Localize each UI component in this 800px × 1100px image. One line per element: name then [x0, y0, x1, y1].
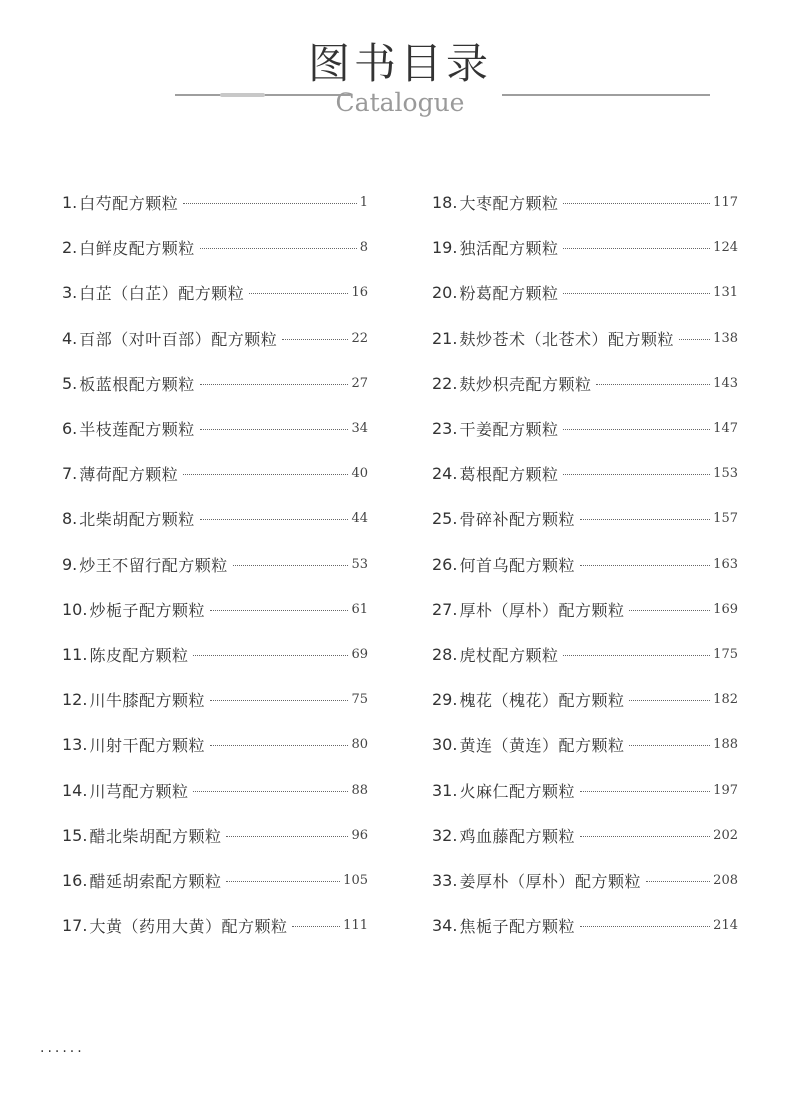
dot-leader: [193, 791, 348, 792]
toc-entry-page-number: 157: [713, 511, 738, 527]
toc-entry-page-number: 169: [713, 601, 738, 617]
toc-entry-page-number: 182: [713, 692, 738, 708]
page-title: 图书目录: [307, 39, 492, 88]
toc-entry[interactable]: [432, 858, 738, 903]
dot-leader: [580, 791, 710, 792]
toc-entry-number: 12.: [62, 690, 88, 710]
toc-entry-title: 麸炒枳壳配方颗粒: [459, 374, 592, 394]
toc-column-left: [62, 180, 368, 948]
toc-entry[interactable]: [62, 587, 368, 632]
toc-entry[interactable]: [62, 316, 368, 361]
toc-entry-page-number: 40: [351, 466, 368, 482]
toc-entry-page-number: 131: [713, 285, 738, 301]
toc-entry-number: 9.: [62, 554, 78, 574]
toc-entry-page-number: 69: [351, 646, 368, 662]
dot-leader: [233, 565, 349, 566]
toc-entry-title: 川牛膝配方颗粒: [89, 691, 205, 711]
toc-entry[interactable]: [62, 406, 368, 451]
toc-entry-page-number: 96: [351, 827, 368, 843]
dot-leader: [210, 610, 348, 611]
toc-entry-title: 独活配方颗粒: [459, 239, 559, 259]
toc-entry-number: 8.: [62, 509, 78, 529]
toc-entry-page-number: 163: [713, 556, 738, 572]
toc-entry-title: 醋北柴胡配方颗粒: [89, 826, 222, 846]
toc-entry[interactable]: [62, 451, 368, 496]
dot-leader: [629, 700, 710, 701]
toc-entry-page-number: 27: [351, 375, 368, 391]
toc-entry-page-number: 53: [351, 556, 368, 572]
toc-entry-number: 13.: [62, 735, 88, 755]
toc-entry[interactable]: [62, 722, 368, 767]
continuation-ellipsis: ......: [40, 1040, 85, 1056]
dot-leader: [563, 248, 710, 249]
dot-leader: [629, 610, 710, 611]
toc-entry-title: 大黄（药用大黄）配方颗粒: [89, 917, 288, 937]
dot-leader: [210, 700, 348, 701]
toc-entry-page-number: 153: [713, 466, 738, 482]
dot-leader: [200, 429, 349, 430]
toc-entry-number: 16.: [62, 870, 88, 890]
dot-leader: [282, 339, 348, 340]
toc-entry-title: 川射干配方颗粒: [89, 736, 205, 756]
dot-leader: [563, 429, 710, 430]
toc-entry-title: 麸炒苍术（北苍术）配方颗粒: [459, 329, 674, 349]
toc-entry-number: 27.: [432, 599, 458, 619]
toc-entry-number: 4.: [62, 328, 78, 348]
toc-entry-page-number: 88: [351, 782, 368, 798]
toc-entry-title: 骨碎补配方颗粒: [459, 510, 575, 530]
toc-entry[interactable]: [432, 542, 738, 587]
toc-entry[interactable]: [432, 767, 738, 812]
dot-leader: [292, 926, 340, 927]
toc-entry-number: 2.: [62, 238, 78, 258]
dot-leader: [563, 655, 710, 656]
toc-entry-title: 葛根配方颗粒: [459, 465, 559, 485]
toc-entry-number: 31.: [432, 780, 458, 800]
toc-entry-title: 半枝莲配方颗粒: [79, 420, 195, 440]
toc-entry-title: 炒王不留行配方颗粒: [79, 555, 228, 575]
dot-leader: [200, 519, 349, 520]
toc-entry-title: 白鲜皮配方颗粒: [79, 239, 195, 259]
toc-entry-number: 33.: [432, 870, 458, 890]
dot-leader: [563, 203, 710, 204]
toc-entry-page-number: 147: [713, 421, 738, 437]
dot-leader: [210, 745, 348, 746]
toc-entry-title: 火麻仁配方颗粒: [459, 781, 575, 801]
toc-entry-title: 大枣配方颗粒: [459, 194, 559, 214]
toc-entry-number: 26.: [432, 554, 458, 574]
toc-entry[interactable]: [62, 180, 368, 225]
toc-entry-title: 干姜配方颗粒: [459, 420, 559, 440]
toc-entry-page-number: 16: [351, 285, 368, 301]
toc-entry[interactable]: [432, 813, 738, 858]
toc-entry[interactable]: [432, 632, 738, 677]
toc-entry-page-number: 138: [713, 330, 738, 346]
toc-entry-number: 14.: [62, 780, 88, 800]
toc-entry-title: 厚朴（厚朴）配方颗粒: [459, 600, 625, 620]
toc-entry-number: 29.: [432, 690, 458, 710]
toc-entry-page-number: 214: [713, 918, 738, 934]
toc-entry-title: 板蓝根配方颗粒: [79, 374, 195, 394]
dot-leader: [249, 293, 348, 294]
toc-entry-number: 20.: [432, 283, 458, 303]
toc-entry[interactable]: [62, 270, 368, 315]
toc-entry-number: 11.: [62, 644, 88, 664]
toc-entry[interactable]: [62, 858, 368, 903]
toc-entry-number: 1.: [62, 193, 78, 213]
dot-leader: [183, 474, 348, 475]
toc-entry-page-number: 44: [351, 511, 368, 527]
toc-entry-title: 醋延胡索配方颗粒: [89, 871, 222, 891]
toc-entry[interactable]: [432, 496, 738, 541]
toc-entry[interactable]: [432, 677, 738, 722]
toc-entry-title: 白芷（白芷）配方颗粒: [79, 284, 245, 304]
toc-entry-number: 22.: [432, 373, 458, 393]
toc-entry-title: 北柴胡配方颗粒: [79, 510, 195, 530]
toc-entry-number: 17.: [62, 916, 88, 936]
dot-leader: [200, 384, 349, 385]
dot-leader: [580, 926, 710, 927]
toc-entry-page-number: 117: [713, 195, 738, 211]
toc-entry-page-number: 143: [713, 375, 738, 391]
dot-leader: [646, 881, 710, 882]
toc-entry-page-number: 124: [713, 240, 738, 256]
dot-leader: [193, 655, 348, 656]
toc-entry[interactable]: [62, 677, 368, 722]
toc-entry-number: 24.: [432, 464, 458, 484]
dot-leader: [200, 248, 357, 249]
toc-entry-number: 5.: [62, 373, 78, 393]
toc-entry-page-number: 111: [343, 918, 368, 934]
toc-entry-number: 21.: [432, 328, 458, 348]
toc-entry-page-number: 208: [713, 872, 738, 888]
toc-entry-number: 18.: [432, 193, 458, 213]
toc-entry-number: 28.: [432, 644, 458, 664]
dot-leader: [563, 474, 710, 475]
dot-leader: [596, 384, 710, 385]
toc-entry[interactable]: [62, 225, 368, 270]
toc-entry-number: 25.: [432, 509, 458, 529]
toc-entry-page-number: 75: [351, 692, 368, 708]
toc-entry[interactable]: [432, 451, 738, 496]
toc-entry-title: 虎杖配方颗粒: [459, 645, 559, 665]
dot-leader: [226, 881, 340, 882]
toc-entry-number: 3.: [62, 283, 78, 303]
toc-entry[interactable]: [62, 813, 368, 858]
toc-entry[interactable]: [432, 180, 738, 225]
toc-entry[interactable]: [62, 767, 368, 812]
dot-leader: [563, 293, 710, 294]
toc-entry-number: 19.: [432, 238, 458, 258]
toc-entry-title: 炒栀子配方颗粒: [89, 600, 205, 620]
toc-entry[interactable]: [432, 270, 738, 315]
toc-entry-page-number: 1: [359, 195, 368, 211]
toc-entry-page-number: 61: [351, 601, 368, 617]
toc-entry-page-number: 80: [351, 737, 368, 753]
toc-entry[interactable]: [62, 496, 368, 541]
toc-entry[interactable]: [432, 361, 738, 406]
toc-entry-title: 百部（对叶百部）配方颗粒: [79, 329, 278, 349]
toc-entry-title: 槐花（槐花）配方颗粒: [459, 691, 625, 711]
toc-entry-page-number: 188: [713, 737, 738, 753]
catalogue-header: [0, 0, 800, 140]
toc-entry[interactable]: [62, 903, 368, 948]
toc-entry-number: 23.: [432, 419, 458, 439]
toc-entry-number: 15.: [62, 825, 88, 845]
toc-entry[interactable]: [432, 903, 738, 948]
toc-entry-page-number: 105: [343, 872, 368, 888]
toc-entry-title: 粉葛配方颗粒: [459, 284, 559, 304]
toc-entry-number: 30.: [432, 735, 458, 755]
dot-leader: [580, 565, 710, 566]
toc-entry-number: 32.: [432, 825, 458, 845]
toc-entry[interactable]: [432, 225, 738, 270]
toc-entry-title: 川芎配方颗粒: [89, 781, 189, 801]
toc-entry-title: 黄连（黄连）配方颗粒: [459, 736, 625, 756]
toc-entry-page-number: 34: [351, 421, 368, 437]
dot-leader: [226, 836, 348, 837]
toc-entry-title: 白芍配方颗粒: [79, 194, 179, 214]
toc-entry-page-number: 202: [713, 827, 738, 843]
toc-entry-number: 34.: [432, 916, 458, 936]
dot-leader: [183, 203, 356, 204]
toc-entry-page-number: 22: [351, 330, 368, 346]
toc-entry-title: 焦栀子配方颗粒: [459, 917, 575, 937]
toc-entry[interactable]: [432, 722, 738, 767]
toc-entry-number: 7.: [62, 464, 78, 484]
toc-entry[interactable]: [432, 587, 738, 632]
toc-entry-page-number: 175: [713, 646, 738, 662]
toc-entry-title: 姜厚朴（厚朴）配方颗粒: [459, 871, 641, 891]
toc-entry[interactable]: [62, 361, 368, 406]
toc-entry-number: 6.: [62, 419, 78, 439]
toc-entry[interactable]: [432, 316, 738, 361]
toc-entry[interactable]: [62, 542, 368, 587]
toc-entry[interactable]: [432, 406, 738, 451]
page-subtitle: Catalogue: [335, 88, 465, 117]
toc-entry[interactable]: [62, 632, 368, 677]
toc-entry-page-number: 8: [359, 240, 368, 256]
toc-entry-title: 鸡血藤配方颗粒: [459, 826, 575, 846]
toc-entry-title: 陈皮配方颗粒: [89, 645, 189, 665]
toc-entry-number: 10.: [62, 599, 88, 619]
dot-leader: [580, 836, 710, 837]
dot-leader: [580, 519, 710, 520]
toc-entry-page-number: 197: [713, 782, 738, 798]
toc-entry-title: 何首乌配方颗粒: [459, 555, 575, 575]
toc-entry-title: 薄荷配方颗粒: [79, 465, 179, 485]
dot-leader: [679, 339, 710, 340]
dot-leader: [629, 745, 710, 746]
toc-column-right: [432, 180, 738, 948]
